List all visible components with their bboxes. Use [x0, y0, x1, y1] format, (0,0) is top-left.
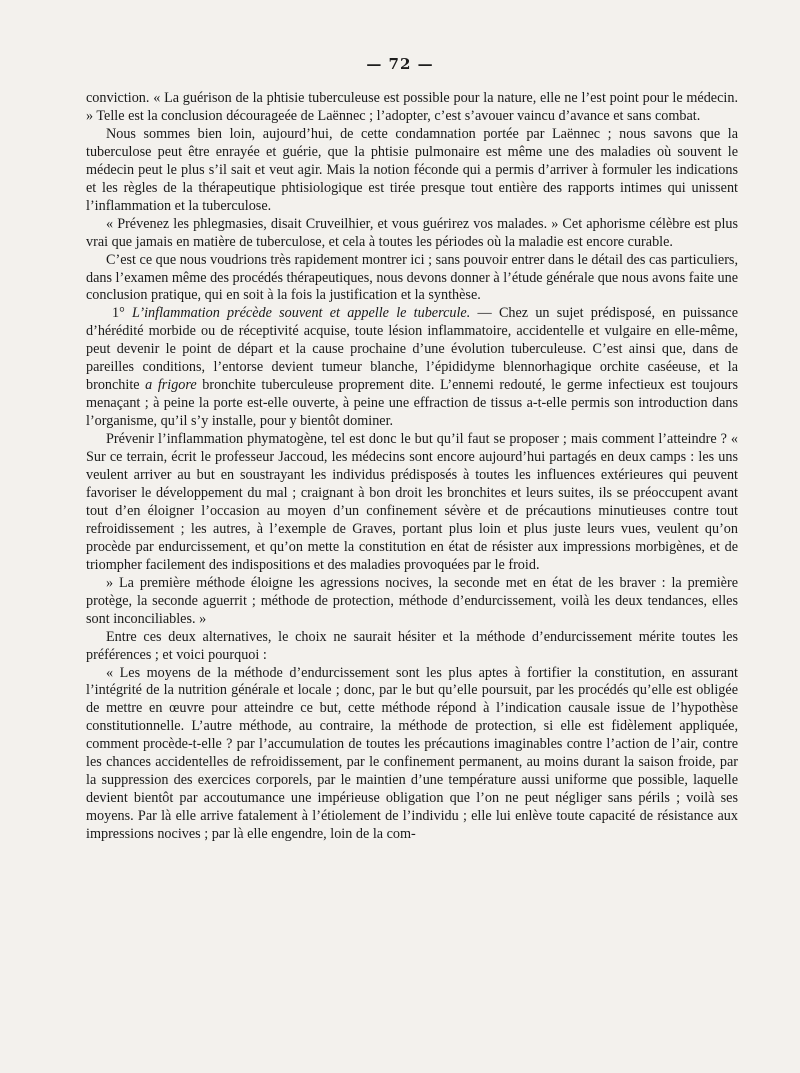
paragraph-jaccoud: Prévenir l’inflammation phymatogène, tel est donc le but qu’il faut se proposer ; mais comment l’atteindre ? « Sur ce terrain, écrit le professeur Jaccoud, les médecins sont encore aujourd’hui partagés en deux camps : les uns veulent arriver au but en soustrayant les individus prédisposés à toutes les influences extérieures qui peuvent favoriser le développement du mal ; craignant à bon droit les bronchites et leurs suites, ils se préoccupent avant tout d’en éloigner l’occasion au moyen d’un confinement sévère et de précautions minutieuses contre tout refroidissement ; les autres, à l’exemple de Graves, portant plus loin et plus juste leurs vues, veulent qu’on procède par endurcissement, et qu’on mette la constitution en état de résister aux impressions morbigènes, et de triompher facilement des indispositions et des maladies provoquées par le froid.	[86, 431, 738, 573]
section-1-text-a: — Chez un sujet prédisposé, en puissance d’hérédité morbide ou de réceptivité acquise, toute lésion inflammatoire, accidentelle et vulgaire en elle-même, peut devenir le point de départ et la cause prochaine d’une évolution tuberculeuse. C’est ainsi que, dans de pareilles conditions, l’entorse devient tumeur blanche, l’épididyme blennorhagique orchite caséeuse, et la bronchite	[86, 305, 739, 394]
section-1-heading: L’inflammation précède souvent et appelle le tubercule.	[132, 305, 471, 322]
page-number: — 72 —	[366, 55, 434, 73]
section-1-text-b: bronchite tuberculeuse proprement dite. L’ennemi redouté, le germe infectieux est toujours menaçant ; à peine la porte est-elle ouverte, à peine une effraction de tissus a-t-elle permis son introduction dans l’organisme, qu’il s’y installe, pour y bientôt dominer.	[86, 377, 738, 430]
paragraph-choix: Entre ces deux alternatives, le choix ne saurait hésiter et la méthode d’endurcissement mérite toutes les préférences ; et voici pourquoi :	[86, 628, 738, 663]
body-text	[86, 90, 738, 844]
paragraph-conviction: conviction. « La guérison de la phtisie tuberculeuse est possible pour la nature, elle ne l’est point pour le médecin. » Telle est la conclusion décourageée de Laënnec ; l’adopter, c’est s’avouer vaincu d’avance et sans combat.	[86, 90, 738, 124]
a-frigore-phrase: a frigore	[145, 377, 197, 394]
section-1-number: 1°	[112, 305, 125, 322]
section-1-paragraph	[86, 305, 738, 431]
paragraph-methodes: » La première méthode éloigne les agressions nocives, la seconde met en état de les braver : la première protège, la seconde aguerrit ; méthode de protection, méthode d’endurcissement, voilà les deux tendances, elles sont inconciliables. »	[86, 574, 738, 627]
paragraph-endurcissement: « Les moyens de la méthode d’endurcissement sont les plus aptes à fortifier la constitution, en assurant l’intégrité de la nutrition générale et locale ; donc, par le but qu’elle poursuit, par les procédés qu’elle est obligée de mettre en œuvre pour atteindre ce but, cette méthode répond à l’indication causale issue de l’hypothèse constitutionnelle. L’autre méthode, au contraire, la méthode de protection, si elle est fidèlement appliquée, comment procède-t-elle ? par l’accumulation de toutes les précautions imaginables contre l’action de l’air, contre les chances accidentelles de refroidissement, par le confinement permanent, au moins durant la saison froide, par la suppression des exercices corporels, par le maintien d’une température aussi uniforme que possible, laquelle devient bientôt par accoutumance une impérieuse obligation que l’on ne peut négliger sans périls ; voilà ses moyens. Par là elle arrive fatalement à l’étiolement de l’individu ; elle lui enlève toute capacité de résistance aux impressions nocives ; par là elle engendre, loin de la com-	[86, 664, 738, 843]
paragraph-synthese: C’est ce que nous voudrions très rapidement montrer ici ; sans pouvoir entrer dans le détail des cas particuliers, dans l’examen même des procédés thérapeutiques, nous devons donner à l’étude générale que nous avons faite une conclusion pratique, qui en soit à la fois la justification et la synthèse.	[86, 251, 739, 304]
paragraph-cruveilhier: « Prévenez les phlegmasies, disait Cruveilhier, et vous guérirez vos malades. » Cet aphorisme célèbre est plus vrai que jamais en matière de tuberculose, et cela à toutes les périodes où la maladie est encore curable.	[86, 215, 738, 250]
paragraph-laennec: Nous sommes bien loin, aujourd’hui, de cette condamnation portée par Laënnec ; nous savons que la tuberculose peut être enrayée et guérie, que la phtisie pulmonaire est même une des maladies où souvent le médecin peut le plus s’il sait et veut agir. Mais la notion féconde qui a permis d’arriver à formuler les indications et les règles de la thérapeutique phtisiologique est tirée presque tout entière des rapports intimes qui unissent l’inflammation et la tuberculose.	[86, 125, 738, 214]
